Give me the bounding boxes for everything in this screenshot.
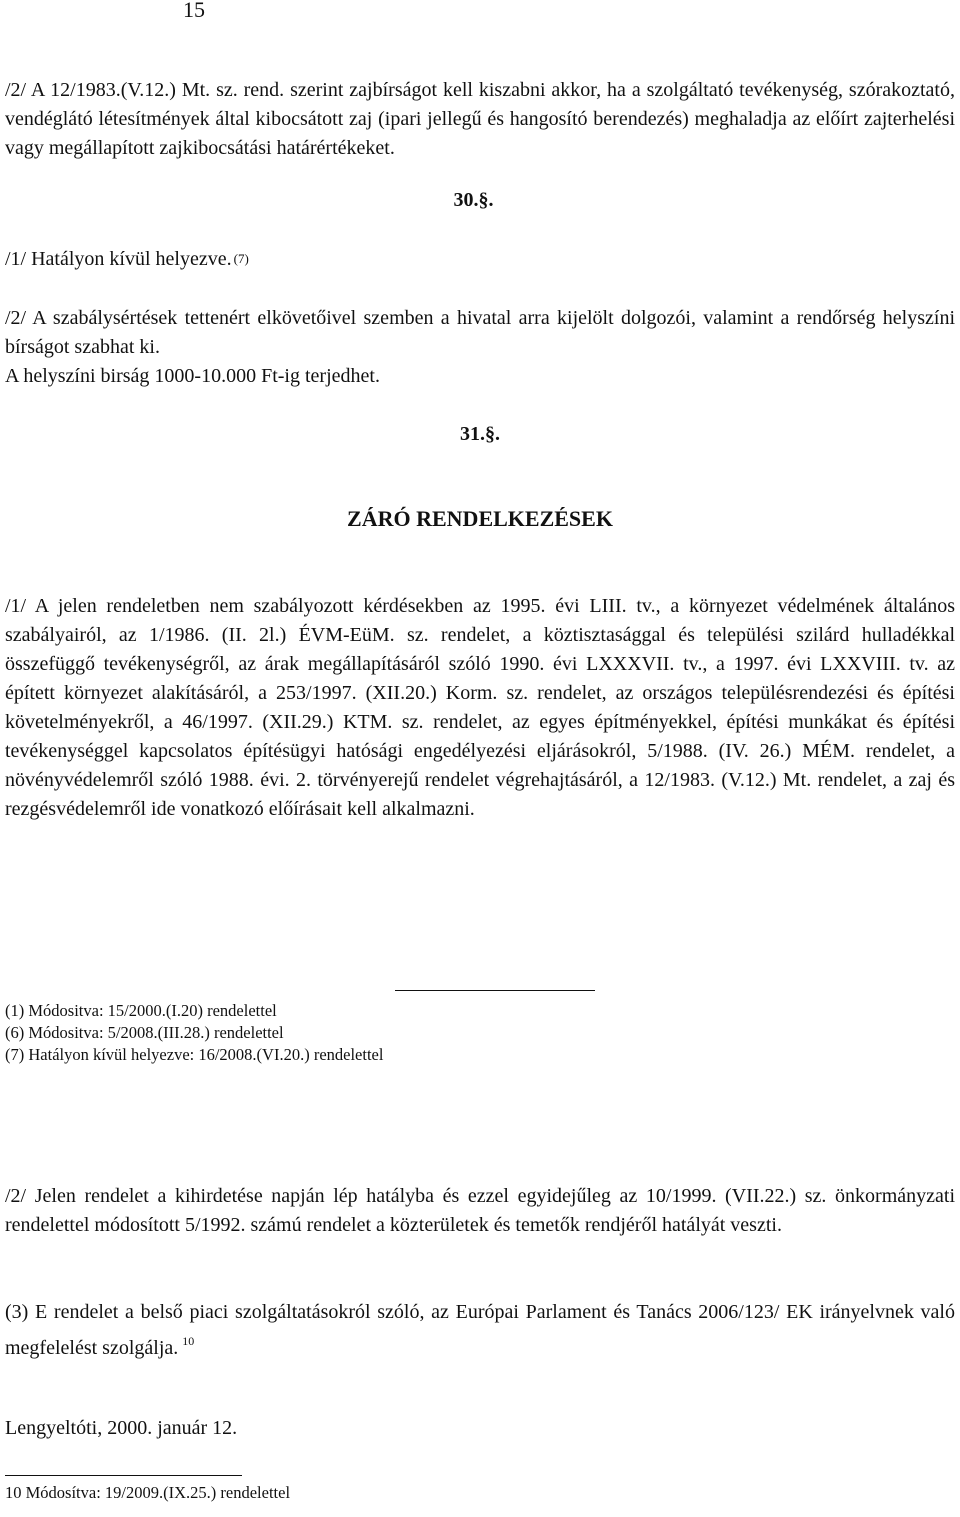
footnote-separator-2	[5, 1475, 242, 1476]
paragraph-31-1: /1/ A jelen rendeletben nem szabályozott kérdésekben az 1995. évi LIII. tv., a környezet védelmének általános szabályairól, az 1/1986. (II. 2l.) ÉVM-EüM. sz. rendelet, a köztisztasággal és települési szilárd hulladékkal összefüggő tevékenységről, az árak megállapításáról szóló 1990. évi LXXXVII. tv., a 1997. évi LXXVIII. tv. az épített környezet alakításáról, a 253/1997. (XII.20.) Korm. sz. rendelet, az országos településrendezési és építési követelményekről, a 46/1997. (XII.29.) KTM. sz. rendelet, az egyes építményekkel, építési munkákat és építési tevékenységgel kapcsolatos építésügyi hatósági engedélyezési eljárásokról, 5/1988. (IV. 26.) MÉM. rendelet, a növényvédelemről szóló 1988. évi. 2. törvényerejű rendelet végrehajtásáról, a 12/1983. (V.12.) Mt. rendelet, a zaj és rezgésvédelemről ide vonatkozó előírásait kell alkalmazni.	[5, 595, 955, 820]
paragraph-2-noise-fine: /2/ A 12/1983.(V.12.) Mt. sz. rend. szerint zajbírságot kell kiszabni akkor, ha a szolgáltató tevékenység, szórakoztató, vendéglátó létesítmények által kibocsátott zaj (ipari jellegű és hangosító berendezés) meghaladja az előírt zajterhelési vagy megállapított zajkibocsátási határértékeket.	[5, 79, 955, 159]
footnote-separator	[395, 990, 595, 991]
signature-place-date: Lengyeltóti, 2000. január 12.	[5, 1417, 238, 1439]
footnote-ref-7: (7)	[233, 251, 249, 266]
footnote-10: 10 Módosítva: 19/2009.(IX.25.) rendelettel	[5, 1483, 291, 1502]
paragraph-30-2-fine-amount: A helyszíni birság 1000-10.000 Ft-ig terjedhet.	[5, 365, 380, 387]
section-31-heading: 31.§.	[460, 423, 500, 445]
footnote-ref-10: 10	[182, 1334, 195, 1348]
footnotes-block-1	[5, 1000, 955, 1066]
footnote-7: (7) Hatályon kívül helyezve: 16/2008.(VI.20.) rendelettel	[5, 1045, 384, 1064]
paragraph-30-1-text: /1/ Hatályon kívül helyezve.	[5, 248, 232, 270]
paragraph-30-2: /2/ A szabálysértések tettenért elkövetőivel szemben a hivatal arra kijelölt dolgozói, valamint a rendőrség helyszíni bírságot szabhat ki.	[5, 307, 955, 358]
paragraph-31-2: /2/ Jelen rendelet a kihirdetése napján lép hatályba és ezzel egyidejűleg az 10/1999. (VII.22.) sz. önkormányzati rendelettel módosított 5/1992. számú rendelet a közterületek és temetők rendjéről hatályát veszti.	[5, 1185, 955, 1236]
footnote-1: (1) Módositva: 15/2000.(I.20) rendelettel	[5, 1001, 277, 1020]
footnote-6: (6) Módositva: 5/2008.(III.28.) rendelettel	[5, 1023, 284, 1042]
closing-provisions-heading: ZÁRÓ RENDELKEZÉSEK	[347, 506, 613, 531]
paragraph-30-1	[5, 244, 955, 274]
paragraph-31-3	[5, 1298, 955, 1363]
footnotes-block-2	[5, 1482, 955, 1504]
paragraph-31-3-text: (3) E rendelet a belső piaci szolgáltatásokról szóló, az Európai Parlament és Tanács 2006/123/ EK irányelvnek való megfelelést szolgálja.	[5, 1301, 955, 1359]
page-number: 15	[183, 0, 205, 22]
section-30-heading: 30.§.	[453, 189, 494, 211]
